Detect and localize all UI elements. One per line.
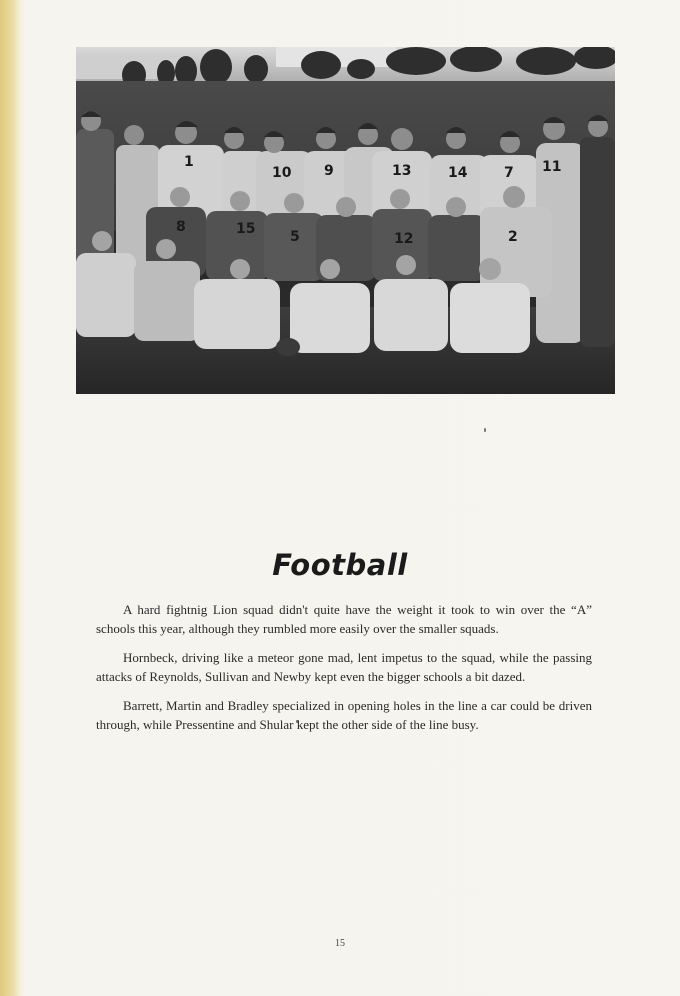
jersey-number: 8 [176,219,186,235]
jersey-number: 9 [324,163,334,179]
team-photo [76,47,615,394]
jersey-number: 10 [272,165,292,181]
jersey-number: 15 [236,221,256,237]
jersey-number: 13 [392,163,412,179]
page-binding-edge [0,0,20,996]
article-body [96,600,592,744]
jersey-number: 2 [508,229,518,245]
page-number: 15 [335,938,345,949]
jersey-number: 12 [394,231,414,247]
page-title: Football [272,548,408,582]
jersey-number: 11 [542,159,562,175]
paragraph: Barrett, Martin and Bradley specialized in opening holes in the line a car could be driven through, while Pressentine and Shular kept the other side of the line busy. [96,698,592,732]
jersey-number: 1 [184,154,194,170]
paragraph: A hard fightnig Lion squad didn't quite have the weight it took to win over the “A” schools this year, although they rumbled more easily over the smaller squads. [96,602,592,636]
dust-speck [484,428,486,432]
team-photo-image [76,47,615,394]
jersey-number: 14 [448,165,468,181]
jersey-number: 7 [504,165,514,181]
jersey-number: 5 [290,229,300,245]
paragraph: Hornbeck, driving like a meteor gone mad, lent impetus to the squad, while the passing attacks of Reynolds, Sullivan and Newby kept even the bigger schools a bit dazed. [96,650,592,684]
